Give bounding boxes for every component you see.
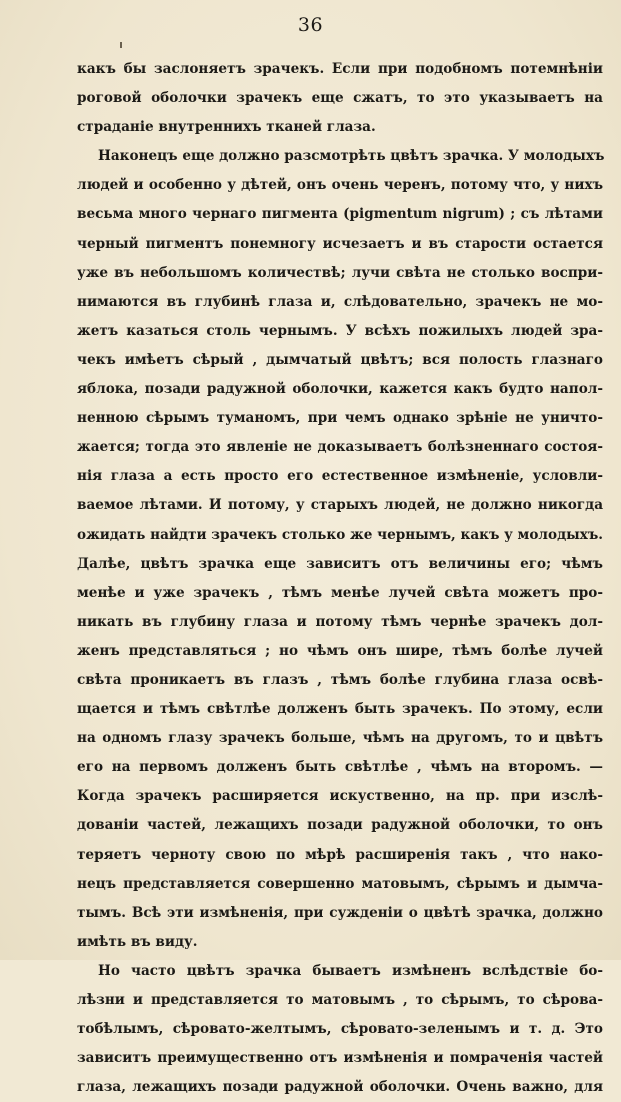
text-line: щается и тѣмъ свѣтлѣе долженъ быть зрачекъ. По этому, если	[77, 701, 603, 718]
text-line: какъ бы заслоняетъ зрачекъ. Если при подобномъ потемнѣніи	[77, 61, 603, 77]
text-line: на одномъ глазу зрачекъ больше, чѣмъ на другомъ, то и цвѣтъ	[77, 730, 603, 747]
text-line: Но часто цвѣтъ зрачка бываетъ измѣненъ вслѣдствіе бо-	[98, 962, 603, 979]
text-line: зависитъ преимущественно отъ измѣненія и помраченія частей	[77, 1050, 603, 1067]
text-line: весьма много чернаго пигмента (pigmentum nigrum) ; съ лѣтами	[77, 206, 603, 223]
text-line: Наконецъ еще должно разсмотрѣть цвѣтъ зрачка. У молодыхъ	[98, 148, 605, 165]
text-line: яблока, позади радужной оболочки, кажется какъ будто напол-	[77, 381, 603, 398]
text-line: черный пигментъ понемногу исчезаетъ и въ старости остается	[77, 235, 603, 252]
text-line: менѣе и уже зрачекъ , тѣмъ менѣе лучей свѣта можетъ про-	[77, 584, 603, 601]
text-line: уже въ небольшомъ количествѣ; лучи свѣта не столько воспри-	[77, 264, 603, 281]
text-line: глаза, лежащихъ позади радужной оболочки. Очень важно, для	[77, 1079, 603, 1096]
text-line: тымъ. Всѣ эти измѣненія, при сужденіи о цвѣтѣ зрачка, должно	[77, 904, 603, 921]
ink-mark	[120, 42, 122, 48]
text-line: нимаются въ глубинѣ глаза и, слѣдовательно, зрачекъ не мо-	[77, 293, 603, 310]
text-line: лѣзни и представляется то матовымъ , то сѣрымъ, то сѣрова-	[77, 992, 603, 1008]
text-line: нецъ представляется совершенно матовымъ, сѣрымъ и дымча-	[77, 875, 603, 892]
text-line: тобѣлымъ, сѣровато-желтымъ, сѣровато-зеленымъ и т. д. Это	[77, 1021, 603, 1038]
text-line: ненною сѣрымъ туманомъ, при чемъ однако зрѣніе не уничто-	[77, 410, 603, 427]
text-line: теряетъ черноту свою по мѣрѣ расширенія такъ , что нако-	[77, 846, 603, 863]
text-line: женъ представляться ; но чѣмъ онъ шире, тѣмъ болѣе лучей	[77, 642, 603, 659]
text-line: нія глаза а есть просто его естественное измѣненіе, условли-	[77, 468, 603, 485]
text-line: людей и особенно у дѣтей, онъ очень черенъ, потому что, у нихъ	[77, 177, 603, 194]
body-text	[77, 55, 603, 1102]
text-line: Когда зрачекъ расширяется искуственно, на пр. при изслѣ-	[77, 788, 603, 805]
text-line: жетъ казаться столь чернымъ. У всѣхъ пожилыхъ людей зра-	[77, 322, 603, 339]
text-line: чекъ имѣетъ сѣрый , дымчатый цвѣтъ; вся полость глазнаго	[77, 351, 603, 368]
text-line: роговой оболочки зрачекъ еще сжатъ, то это указываетъ на	[77, 90, 603, 107]
text-line: имѣть въ виду.	[77, 933, 198, 950]
page-number: 36	[297, 14, 324, 36]
text-line: его на первомъ долженъ быть свѣтлѣе , чѣмъ на второмъ. —	[77, 759, 603, 776]
text-line: Далѣе, цвѣтъ зрачка еще зависитъ отъ величины его; чѣмъ	[77, 555, 603, 572]
text-line: страданіе внутреннихъ тканей глаза.	[77, 119, 376, 136]
text-line: жается; тогда это явленіе не доказываетъ болѣзненнаго состоя-	[77, 439, 603, 456]
text-line: никать въ глубину глаза и потому тѣмъ чернѣе зрачекъ дол-	[77, 613, 603, 630]
text-line: дованіи частей, лежащихъ позади радужной оболочки, то онъ	[77, 817, 603, 834]
text-line: ваемое лѣтами. И потому, у старыхъ людей, не должно никогда	[77, 497, 603, 514]
text-line: ожидать найдти зрачекъ столько же чернымъ, какъ у молодыхъ.	[77, 526, 604, 543]
text-line: свѣта проникаетъ въ глазъ , тѣмъ болѣе глубина глаза освѣ-	[77, 671, 603, 688]
